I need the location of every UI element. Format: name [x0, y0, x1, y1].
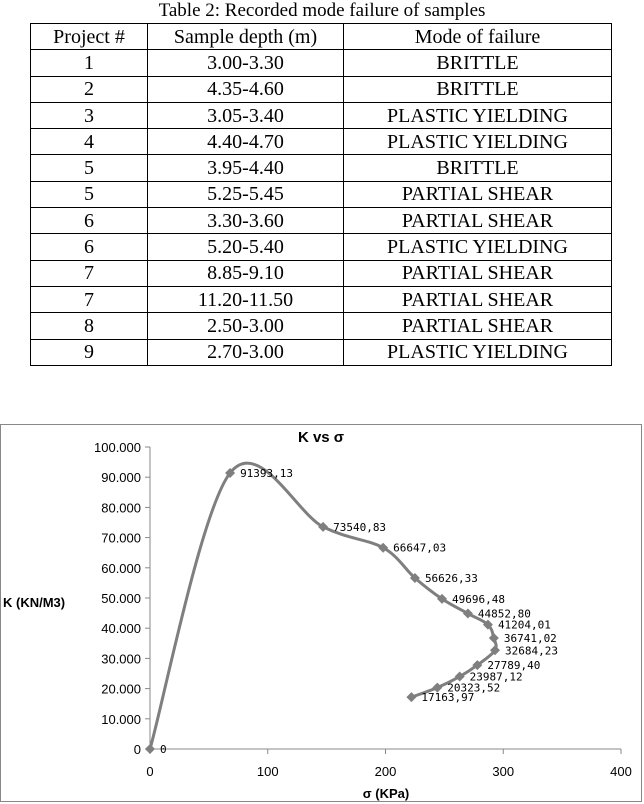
cell-sample-depth: 3.30-3.60: [148, 208, 344, 234]
data-label: 41204,01: [497, 618, 551, 632]
data-label: 73540,83: [333, 520, 387, 534]
cell-sample-depth: 3.95-4.40: [148, 155, 344, 181]
labels-layer: [160, 467, 558, 756]
markers-layer: [145, 468, 500, 754]
header-sample-depth: Sample depth (m): [148, 24, 344, 50]
cell-sample-depth: 3.05-3.40: [148, 102, 344, 128]
data-label: 20323,52: [447, 681, 501, 695]
cell-sample-depth: 8.85-9.10: [148, 260, 344, 286]
cell-project: 8: [31, 313, 148, 339]
cell-project: 5: [31, 155, 148, 181]
cell-mode-of-failure: PARTIAL SHEAR: [344, 313, 612, 339]
data-label: 0: [160, 743, 167, 756]
data-label: 44852,80: [477, 607, 531, 621]
cell-project: 5: [31, 181, 148, 207]
x-tick-label: 0: [146, 764, 154, 779]
table-row: [31, 76, 612, 102]
x-tick-label: 100: [256, 764, 279, 779]
cell-mode-of-failure: PARTIAL SHEAR: [344, 181, 612, 207]
y-tick-label: 20.000: [101, 681, 141, 697]
table-row: [31, 339, 612, 365]
cell-mode-of-failure: BRITTLE: [344, 76, 612, 102]
table-row: [31, 129, 612, 155]
cell-project: 6: [31, 208, 148, 234]
data-point: [489, 633, 499, 643]
table-body: [31, 50, 612, 366]
header-project: Project #: [31, 24, 148, 50]
table-row: [31, 234, 612, 260]
y-tick-label: 70.000: [101, 530, 141, 546]
ticks-layer: [94, 440, 632, 779]
cell-project: 7: [31, 286, 148, 312]
table-row: [31, 155, 612, 181]
chart-frame: [0, 424, 642, 802]
cell-sample-depth: 4.35-4.60: [148, 76, 344, 102]
data-label: 32684,23: [505, 644, 558, 658]
cell-mode-of-failure: PLASTIC YIELDING: [344, 102, 612, 128]
data-label: 23987,12: [469, 670, 523, 684]
data-point: [145, 744, 155, 754]
cell-project: 6: [31, 234, 148, 260]
cell-mode-of-failure: BRITTLE: [344, 155, 612, 181]
chart-title: K vs σ: [297, 429, 345, 446]
cell-sample-depth: 2.50-3.00: [148, 313, 344, 339]
data-label: 27789,40: [487, 659, 541, 673]
cell-sample-depth: 11.20-11.50: [148, 286, 344, 312]
table-caption: Table 2: Recorded mode failure of samples: [158, 0, 486, 21]
table-row: [31, 102, 612, 128]
cell-project: 3: [31, 102, 148, 128]
series-curve: [150, 463, 496, 749]
data-label: 36741,02: [503, 632, 557, 646]
data-label: 17163,97: [421, 691, 475, 705]
table-row: [31, 313, 612, 339]
y-tick-label: 0: [133, 742, 141, 757]
cell-sample-depth: 5.25-5.45: [148, 181, 344, 207]
x-tick-label: 300: [492, 764, 515, 779]
cell-sample-depth: 5.20-5.40: [148, 234, 344, 260]
y-tick-label: 80.000: [101, 500, 141, 516]
x-tick-label: 400: [610, 764, 632, 779]
data-label: 49696,48: [452, 592, 506, 606]
y-tick-label: 40.000: [101, 621, 141, 637]
y-tick-label: 10.000: [101, 711, 141, 727]
table-row: [31, 50, 612, 76]
y-tick-label: 90.000: [101, 470, 141, 486]
cell-sample-depth: 2.70-3.00: [148, 339, 344, 365]
cell-project: 2: [31, 76, 148, 102]
table-row: [31, 286, 612, 312]
x-tick-label: 200: [374, 764, 397, 779]
table-row: [31, 181, 612, 207]
k-vs-sigma-chart: [1, 425, 641, 801]
cell-mode-of-failure: PARTIAL SHEAR: [344, 286, 612, 312]
data-label: 56626,33: [424, 571, 478, 585]
y-axis-label: K (KN/M3): [3, 595, 66, 610]
x-axis-label: σ (KPa): [362, 786, 410, 801]
data-label: 66647,03: [393, 541, 447, 555]
y-tick-label: 30.000: [101, 651, 141, 667]
cell-project: 9: [31, 339, 148, 365]
cell-sample-depth: 4.40-4.70: [148, 129, 344, 155]
data-label: 91393,13: [240, 466, 294, 480]
cell-project: 7: [31, 260, 148, 286]
data-point: [406, 692, 416, 702]
cell-mode-of-failure: PARTIAL SHEAR: [344, 208, 612, 234]
y-tick-label: 50.000: [101, 591, 141, 606]
results-table: [30, 23, 612, 366]
cell-mode-of-failure: PLASTIC YIELDING: [344, 339, 612, 365]
cell-project: 4: [31, 129, 148, 155]
cell-mode-of-failure: PLASTIC YIELDING: [344, 129, 612, 155]
cell-project: 1: [31, 50, 148, 76]
header-mode-of-failure: Mode of failure: [344, 24, 612, 50]
y-tick-label: 60.000: [101, 560, 141, 576]
cell-mode-of-failure: BRITTLE: [344, 50, 612, 76]
y-tick-label: 100.000: [94, 440, 141, 455]
table-header-row: [31, 24, 612, 50]
cell-mode-of-failure: PARTIAL SHEAR: [344, 260, 612, 286]
cell-mode-of-failure: PLASTIC YIELDING: [344, 234, 612, 260]
table-row: [31, 260, 612, 286]
cell-sample-depth: 3.00-3.30: [148, 50, 344, 76]
table-row: [31, 208, 612, 234]
